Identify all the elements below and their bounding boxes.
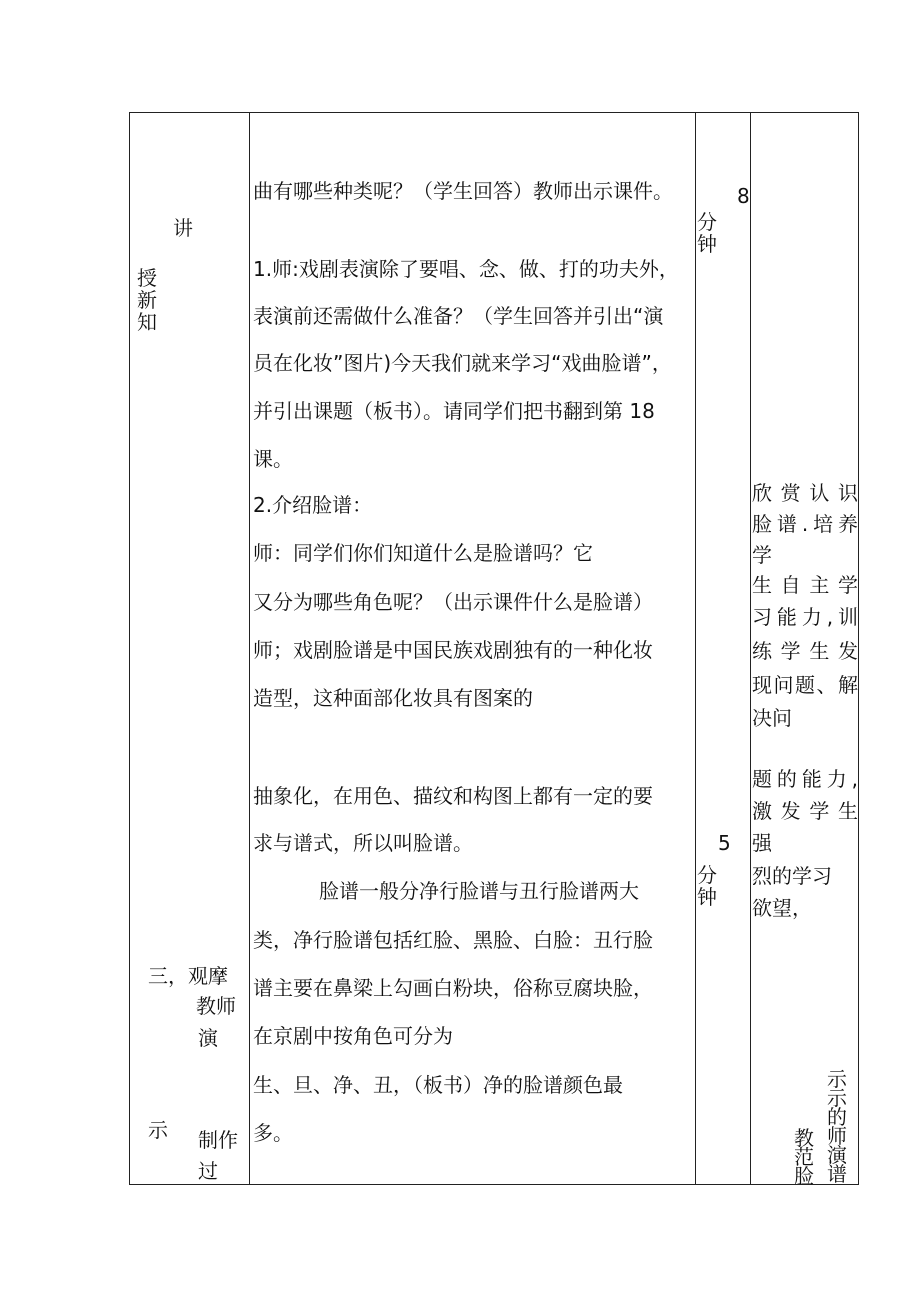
process-line: 2.介绍脸谱： (253, 493, 373, 517)
purpose-line: 激发学生 (752, 799, 858, 823)
time-1-number: 8 (737, 184, 750, 208)
stage-label-zhizuo: 制作 (198, 1128, 238, 1152)
purpose-line: 欣赏认识 (752, 481, 858, 505)
process-line: 师；戏剧脸谱是中国民族戏剧独有的一种化妆 (253, 638, 653, 662)
process-line: 曲有哪些种类呢？（学生回答）教师出示课件。 (253, 179, 673, 203)
process-line: 生、旦、净、丑，（板书）净的脸谱颜色最 (253, 1073, 623, 1097)
stage-label-jiaoshi: 教师 (196, 994, 236, 1018)
purpose-line: 烈的学习 (752, 864, 832, 888)
column-divider-1 (249, 113, 250, 1184)
purpose-line: 决问 (752, 706, 792, 730)
process-line: 师：同学们你们知道什么是脸谱吗？它 (253, 541, 593, 565)
process-line: 又分为哪些角色呢？（出示课件什么是脸谱） (253, 590, 653, 614)
purpose-line: 强 (752, 831, 772, 855)
purpose-line: 习能力,训 (752, 605, 858, 629)
stage-label-xin: 新 (137, 288, 157, 312)
purpose-char: 示 (827, 1086, 847, 1110)
process-line: 并引出课题（板书）。请同学们把书翻到第 18 (253, 399, 655, 423)
time-1-zhong: 钟 (697, 232, 717, 256)
process-line: 求与谱式，所以叫脸谱。 (253, 831, 473, 855)
stage-label-shi: 示 (148, 1118, 168, 1142)
process-line: 脸谱一般分净行脸谱与丑行脸谱两大 (319, 879, 639, 903)
purpose-line: 生自主学 (752, 573, 858, 597)
purpose-char: 谱 (827, 1162, 847, 1184)
purpose-line: 欲望， (752, 896, 812, 920)
purpose-char: 脸 (794, 1164, 814, 1184)
stage-label-shou: 授 (137, 266, 157, 290)
process-line: 谱主要在鼻梁上勾画白粉块，俗称豆腐块脸， (253, 976, 653, 1000)
purpose-line: 脸谱.培养 (752, 512, 858, 536)
purpose-line: 学 (752, 543, 772, 567)
process-line: 造型，这种面部化妆具有图案的 (253, 686, 533, 710)
stage-label-jiang: 讲 (173, 216, 193, 240)
time-2-number: 5 (718, 831, 731, 855)
purpose-line: 现问题、解 (752, 673, 858, 697)
process-line: 1.师:戏剧表演除了要唱、念、做、打的功夫外， (253, 257, 679, 281)
purpose-line: 练学生发 (752, 639, 858, 663)
process-line: 在京剧中按角色可分为 (253, 1024, 453, 1048)
column-divider-2 (695, 113, 696, 1184)
stage-label-guo: 过 (198, 1159, 218, 1183)
process-line: 表演前还需做什么准备？（学生回答并引出“演 (253, 304, 664, 328)
time-1-fen: 分 (697, 210, 717, 234)
stage-label-zhi: 知 (137, 310, 157, 334)
purpose-char: 的 (827, 1105, 847, 1129)
stage-label-san-guanmo: 三，观摩 (148, 964, 228, 988)
purpose-char: 师 (827, 1124, 847, 1148)
purpose-line: 题的能力, (752, 767, 858, 791)
purpose-char: 教 (794, 1127, 814, 1150)
lesson-table (129, 112, 859, 1185)
process-line: 员在化妆”图片)今天我们就来学习“戏曲脸谱”， (253, 351, 672, 375)
process-line: 课。 (253, 447, 293, 471)
purpose-vertical-a (826, 1068, 850, 1184)
purpose-char: 演 (827, 1143, 847, 1167)
process-line: 抽象化，在用色、描纹和构图上都有一定的要 (253, 784, 653, 808)
column-divider-3 (750, 113, 751, 1184)
purpose-char: 范 (794, 1145, 814, 1169)
stage-label-yan: 演 (198, 1026, 218, 1050)
time-2-zhong: 钟 (697, 885, 717, 909)
purpose-char: 示 (827, 1068, 847, 1091)
process-line: 类，净行脸谱包括红脸、黑脸、白脸：丑行脸 (253, 928, 653, 952)
process-line: 多。 (253, 1121, 293, 1145)
time-2-fen: 分 (697, 863, 717, 887)
purpose-vertical-b (793, 1127, 817, 1184)
